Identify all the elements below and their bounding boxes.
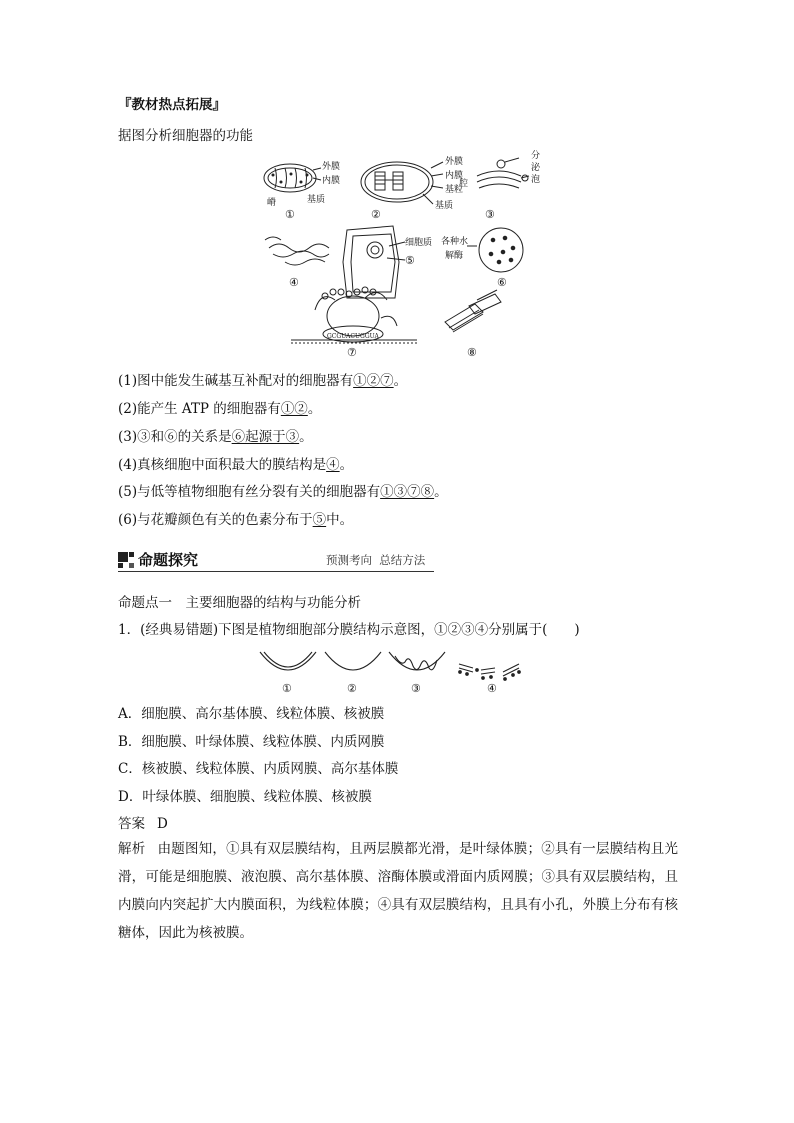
problem-stem: 1．(经典易错题)下图是植物细胞部分膜结构示意图，①②③④分别属于( ) xyxy=(118,622,580,638)
fig1-ridge-label: 嵴 xyxy=(267,198,277,208)
expansion-heading: 『教材热点拓展』 xyxy=(118,97,226,113)
fig2-outer-label: 外膜 xyxy=(445,157,464,167)
fig3-vesicle-label-3: 泡 xyxy=(531,175,541,185)
fig1-number: ① xyxy=(285,208,295,221)
question-4-text: (4)真核细胞中面积最大的膜结构是 xyxy=(118,457,327,473)
er-drawing xyxy=(265,237,329,265)
question-3-answer: ⑥起源于③ xyxy=(231,429,300,445)
section-square-icon xyxy=(118,552,134,568)
chloroplast-drawing xyxy=(361,162,443,204)
question-5-text: (5)与低等植物细胞有丝分裂有关的细胞器有 xyxy=(118,484,381,500)
question-1 xyxy=(118,371,407,391)
question-2-text: (2)能产生 ATP 的细胞器有 xyxy=(118,401,281,417)
expansion-subtitle: 据图分析细胞器的功能 xyxy=(118,128,253,144)
fig3-cavity-label: 腔 xyxy=(459,179,469,189)
question-4 xyxy=(118,455,353,475)
fig7-number: ⑦ xyxy=(347,346,357,359)
section-right-text: 预测考向 总结方法 xyxy=(326,553,426,567)
fig2-matrix-label: 基质 xyxy=(435,201,454,211)
question-4-suffix: 。 xyxy=(339,457,354,473)
section-bar xyxy=(118,549,434,573)
answer-line xyxy=(118,814,168,834)
question-4-answer: ④ xyxy=(326,457,340,473)
fig3-number: ③ xyxy=(485,208,495,221)
fig2-grana-label: 基粒 xyxy=(445,185,464,195)
question-6-answer: ⑤ xyxy=(312,512,327,528)
fig3-vesicle-label-1: 分 xyxy=(531,151,541,161)
fig2-inner-label: 内膜 xyxy=(445,171,464,181)
fig3-vesicle-label-2: 泌 xyxy=(531,163,541,173)
section-rule xyxy=(118,571,434,572)
analysis-label: 解析 xyxy=(118,841,146,857)
fig7-sequence: GCGUACUGGUA xyxy=(327,333,379,340)
membrane-number-1: ① xyxy=(282,682,292,695)
fig6-label-1: 各种水 xyxy=(441,237,469,247)
question-5 xyxy=(118,482,448,502)
organelle-figure xyxy=(255,150,545,362)
question-3-text: (3)③和⑥的关系是 xyxy=(118,429,232,445)
fig6-number: ⑥ xyxy=(497,276,507,289)
question-5-suffix: 。 xyxy=(434,484,448,500)
fig1-matrix-label: 基质 xyxy=(307,195,326,205)
question-3 xyxy=(118,427,313,447)
question-2 xyxy=(118,399,321,419)
answer-label: 答案 xyxy=(118,816,145,832)
fig1-inner-label: 内膜 xyxy=(322,176,341,186)
membrane-4-drawing xyxy=(459,664,521,680)
question-6 xyxy=(118,510,353,530)
lysosome-drawing xyxy=(467,228,523,272)
section-title: 命题探究 xyxy=(138,551,199,569)
question-2-suffix: 。 xyxy=(307,401,322,417)
topic-line: 命题点一 主要细胞器的结构与功能分析 xyxy=(118,595,361,611)
analysis-paragraph xyxy=(118,835,678,947)
question-6-suffix: 中。 xyxy=(326,512,354,528)
fig5-number: ⑤ xyxy=(405,254,415,267)
fig5-cytoplasm-label: 细胞质 xyxy=(405,238,433,248)
question-1-suffix: 。 xyxy=(393,373,408,389)
golgi-drawing xyxy=(477,158,529,188)
centriole-drawing xyxy=(445,290,501,332)
mitochondrion-drawing xyxy=(264,164,321,192)
membrane-3-drawing xyxy=(389,652,445,670)
option-d: D．叶绿体膜、细胞膜、线粒体膜、核被膜 xyxy=(118,789,372,805)
membrane-figure xyxy=(255,648,545,696)
fig8-number: ⑧ xyxy=(467,346,477,359)
fig1-outer-label: 外膜 xyxy=(322,162,341,172)
question-1-text: (1)图中能发生碱基互补配对的细胞器有 xyxy=(118,373,354,389)
answer-value: D xyxy=(157,816,168,832)
membrane-number-2: ② xyxy=(347,682,357,695)
membrane-number-3: ③ xyxy=(411,682,421,695)
question-2-answer: ①② xyxy=(280,401,308,417)
fig6-label-2: 解酶 xyxy=(445,251,464,261)
option-c: C．核被膜、线粒体膜、内质网膜、高尔基体膜 xyxy=(118,761,399,777)
membrane-number-4: ④ xyxy=(487,682,497,695)
analysis-text: 由题图知，①具有双层膜结构，且两层膜都光滑，是叶绿体膜；②具有一层膜结构且光滑，可能是细胞膜、液泡膜、高尔基体膜、溶酶体膜或滑面内质网膜；③具有双层膜结构，且内膜向内突起扩大内膜面积，为线粒体膜；④具有双层膜结构，且具有小孔，外膜上分布有核糖体，因此为核被膜。 xyxy=(118,841,679,941)
fig2-number: ② xyxy=(371,208,381,221)
vacuole-drawing xyxy=(343,226,405,298)
question-1-answer: ①②⑦ xyxy=(353,373,394,389)
question-5-answer: ①③⑦⑧ xyxy=(380,484,435,500)
option-b: B．细胞膜、叶绿体膜、线粒体膜、内质网膜 xyxy=(118,734,385,750)
question-6-text: (6)与花瓣颜色有关的色素分布于 xyxy=(118,512,313,528)
question-3-suffix: 。 xyxy=(299,429,313,445)
membrane-1-drawing xyxy=(260,652,316,670)
membrane-2-drawing xyxy=(325,652,381,670)
option-a: A．细胞膜、高尔基体膜、线粒体膜、核被膜 xyxy=(118,706,385,722)
fig4-number: ④ xyxy=(289,276,299,289)
